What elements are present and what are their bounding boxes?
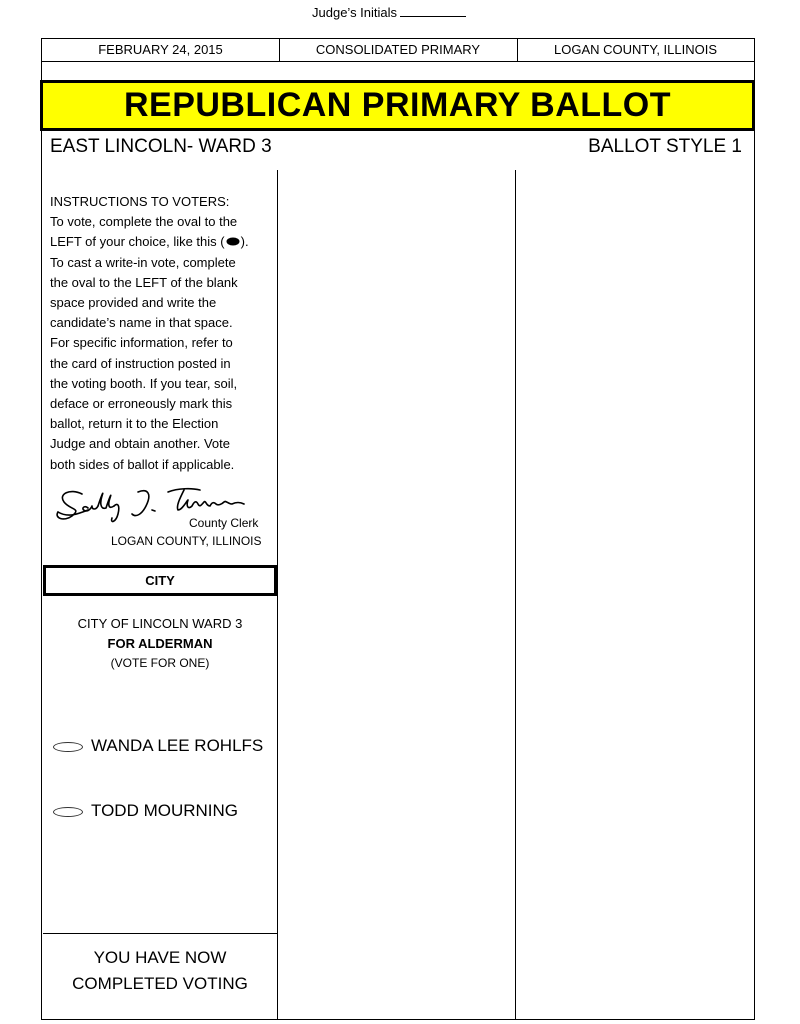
instructions-line: the voting booth. If you tear, soil,: [50, 375, 238, 391]
filled-oval-example-icon: [226, 237, 240, 246]
instructions-line: ballot, return it to the Election: [50, 416, 219, 432]
ballot-style: BALLOT STYLE 1: [588, 136, 742, 157]
instructions-line: the oval to the LEFT of the blank: [50, 274, 238, 290]
voter-instructions: [50, 192, 280, 475]
header-county: LOGAN COUNTY, ILLINOIS: [553, 42, 718, 57]
completed-line: YOU HAVE NOW: [93, 948, 227, 967]
instructions-line: To cast a write-in vote, complete: [50, 254, 236, 270]
judges-initials-label: Judge’s Initials: [312, 5, 398, 20]
candidate-name: TODD MOURNING: [91, 801, 239, 820]
office-title: FOR ALDERMAN: [107, 636, 213, 651]
instructions-line: candidate’s name in that space.: [50, 315, 233, 331]
header-divider-2: [517, 38, 518, 61]
header-election: CONSOLIDATED PRIMARY: [315, 42, 481, 57]
header-divider-1: [279, 38, 280, 61]
ballot-title: REPUBLICAN PRIMARY BALLOT: [40, 80, 755, 131]
instructions-line: For specific information, refer to: [50, 335, 233, 351]
candidate-oval[interactable]: [53, 742, 83, 752]
instructions-line: Judge and obtain another. Vote: [50, 436, 230, 452]
header-rule: [41, 61, 755, 62]
instructions-heading: INSTRUCTIONS TO VOTERS:: [50, 194, 230, 209]
instructions-line: LEFT of your choice, like this ( ).: [50, 234, 249, 250]
completed-line: COMPLETED VOTING: [72, 974, 248, 993]
instructions-line: To vote, complete the oval to the: [50, 214, 238, 230]
clerk-title: County Clerk: [189, 516, 259, 530]
column-divider-2: [515, 170, 516, 1020]
instructions-line: both sides of ballot if applicable.: [50, 456, 235, 472]
clerk-county: LOGAN COUNTY, ILLINOIS: [111, 534, 262, 548]
completed-voting-notice: [43, 945, 277, 997]
instructions-line: the card of instruction posted in: [50, 355, 231, 371]
candidate-oval[interactable]: [53, 807, 83, 817]
precinct-name: EAST LINCOLN- WARD 3: [50, 136, 272, 157]
judges-initials: [312, 4, 466, 20]
candidate-name: WANDA LEE ROHLFS: [91, 736, 264, 755]
instructions-line: deface or erroneously mark this: [50, 396, 233, 412]
instructions-line: space provided and write the: [50, 295, 217, 311]
section-header-city: CITY: [43, 565, 277, 596]
header-date: FEBRUARY 24, 2015: [98, 42, 223, 57]
ballot-frame: [41, 38, 755, 1020]
office-jurisdiction: CITY OF LINCOLN WARD 3: [77, 616, 243, 631]
judges-initials-line[interactable]: [400, 4, 466, 17]
vote-for-instruction: (VOTE FOR ONE): [110, 656, 210, 670]
footer-rule: [43, 933, 277, 934]
